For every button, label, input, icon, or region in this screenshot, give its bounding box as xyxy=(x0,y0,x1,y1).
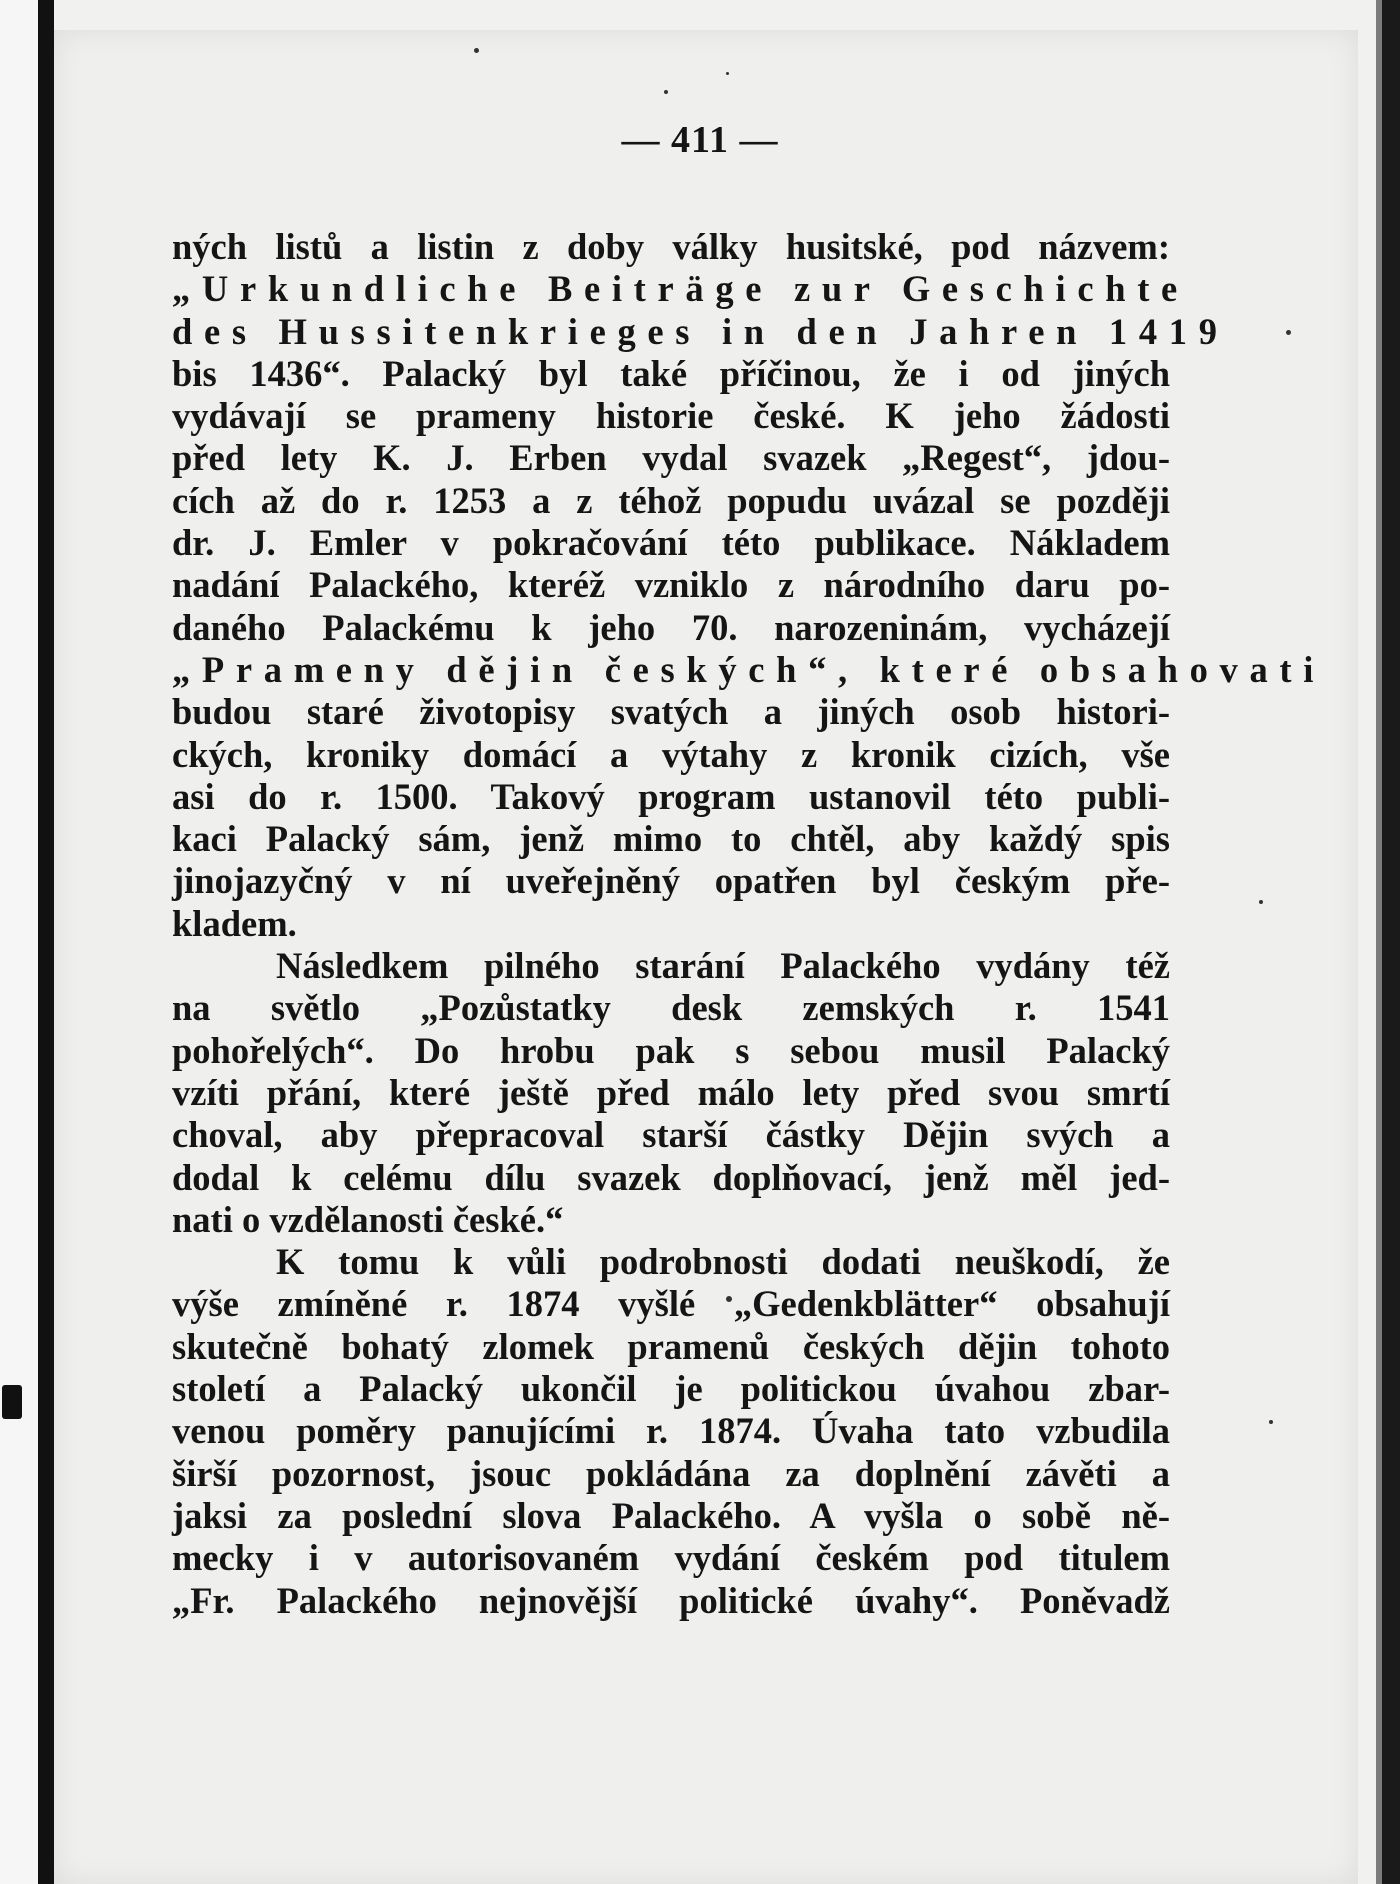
text-line: jaksi za poslední slova Palackého. A vyšla o sobě ně- xyxy=(172,1494,1170,1536)
paragraph-end-line: kladem. xyxy=(172,902,297,944)
text-line: ných listů a listin z doby války husitské, pod názvem: xyxy=(172,226,1170,267)
text-line: vzíti přání, které ještě před málo lety před svou smrtí xyxy=(172,1071,1170,1113)
text-line: des Hussitenkrieges in den Jahren 1419 xyxy=(172,310,1229,352)
text-line: jinojazyčný v ní uveřejněný opatřen byl českým pře- xyxy=(172,860,1170,902)
text-line: století a Palacký ukončil je politickou úvahou zbar- xyxy=(172,1368,1170,1410)
page-edge xyxy=(1382,0,1400,1884)
text-line: „Urkundliche Beiträge zur Geschichte xyxy=(172,268,1189,310)
text-line: kaci Palacký sám, jenž mimo to chtěl, aby každý spis xyxy=(172,818,1170,860)
page-number: — 411 — xyxy=(621,119,779,161)
text-line: na světlo „Pozůstatky desk zemských r. 1541 xyxy=(172,987,1170,1029)
paper-speck xyxy=(664,90,668,94)
text-line: dr. J. Emler v pokračování této publikace. Nákladem xyxy=(172,522,1170,564)
paragraph-end-line: nati o vzdělanosti české.“ xyxy=(172,1198,564,1240)
body-text xyxy=(172,226,1326,1622)
text-line: bis 1436“. Palacký byl také příčinou, že i od jiných xyxy=(172,352,1170,394)
book-binding-shadow xyxy=(38,0,54,1884)
text-line: dodal k celému dílu svazek doplňovací, jenž měl jed- xyxy=(172,1156,1170,1198)
text-line: budou staré životopisy svatých a jiných osob histori- xyxy=(172,691,1170,733)
paper-speck xyxy=(1259,900,1263,904)
text-line: mecky i v autorisovaném vydání českém pod titulem xyxy=(172,1537,1170,1579)
text-line: vydávají se prameny historie české. K jeho žádosti xyxy=(172,395,1170,437)
binding-notch xyxy=(2,1385,22,1419)
text-line: nadání Palackého, kteréž vzniklo z národního daru po- xyxy=(172,564,1170,606)
paragraph-first-line: K tomu k vůli podrobnosti dodati neuškodí, že xyxy=(276,1241,1170,1283)
text-line: „Prameny dějin českých“, které obsahovati xyxy=(172,648,1326,690)
text-line: „Fr. Palackého nejnovější politické úvahy“. Poněvadž xyxy=(172,1579,1170,1621)
paper-speck xyxy=(474,48,479,53)
text-line: skutečně bohatý zlomek pramenů českých dějin tohoto xyxy=(172,1325,1170,1367)
text-line: pohořelých“. Do hrobu pak s sebou musil Palacký xyxy=(172,1029,1170,1071)
text-line: venou poměry panujícími r. 1874. Úvaha tato vzbudila xyxy=(172,1410,1170,1452)
paper-speck xyxy=(1286,330,1291,335)
text-line: asi do r. 1500. Takový program ustanovil této publi- xyxy=(172,775,1170,817)
text-line: před lety K. J. Erben vydal svazek „Regest“, jdou- xyxy=(172,437,1170,479)
paper-speck xyxy=(1269,1420,1273,1424)
text-line: ckých, kroniky domácí a výtahy z kronik cizích, vše xyxy=(172,733,1170,775)
paragraph-first-line: Následkem pilného starání Palackého vydány též xyxy=(276,945,1170,987)
previous-page-edge xyxy=(0,0,38,1884)
text-line: širší pozornost, jsouc pokládána za doplnění závěti a xyxy=(172,1452,1170,1494)
paper-speck xyxy=(726,72,729,75)
text-line: výše zmíněné r. 1874 vyšlé „Gedenkblätter“ obsahují xyxy=(172,1283,1170,1325)
text-line: choval, aby přepracoval starší částky Dějin svých a xyxy=(172,1114,1170,1156)
text-line: daného Palackému k jeho 70. narozeninám, vycházejí xyxy=(172,606,1170,648)
text-line: cích až do r. 1253 a z téhož popudu uvázal se později xyxy=(172,479,1170,521)
